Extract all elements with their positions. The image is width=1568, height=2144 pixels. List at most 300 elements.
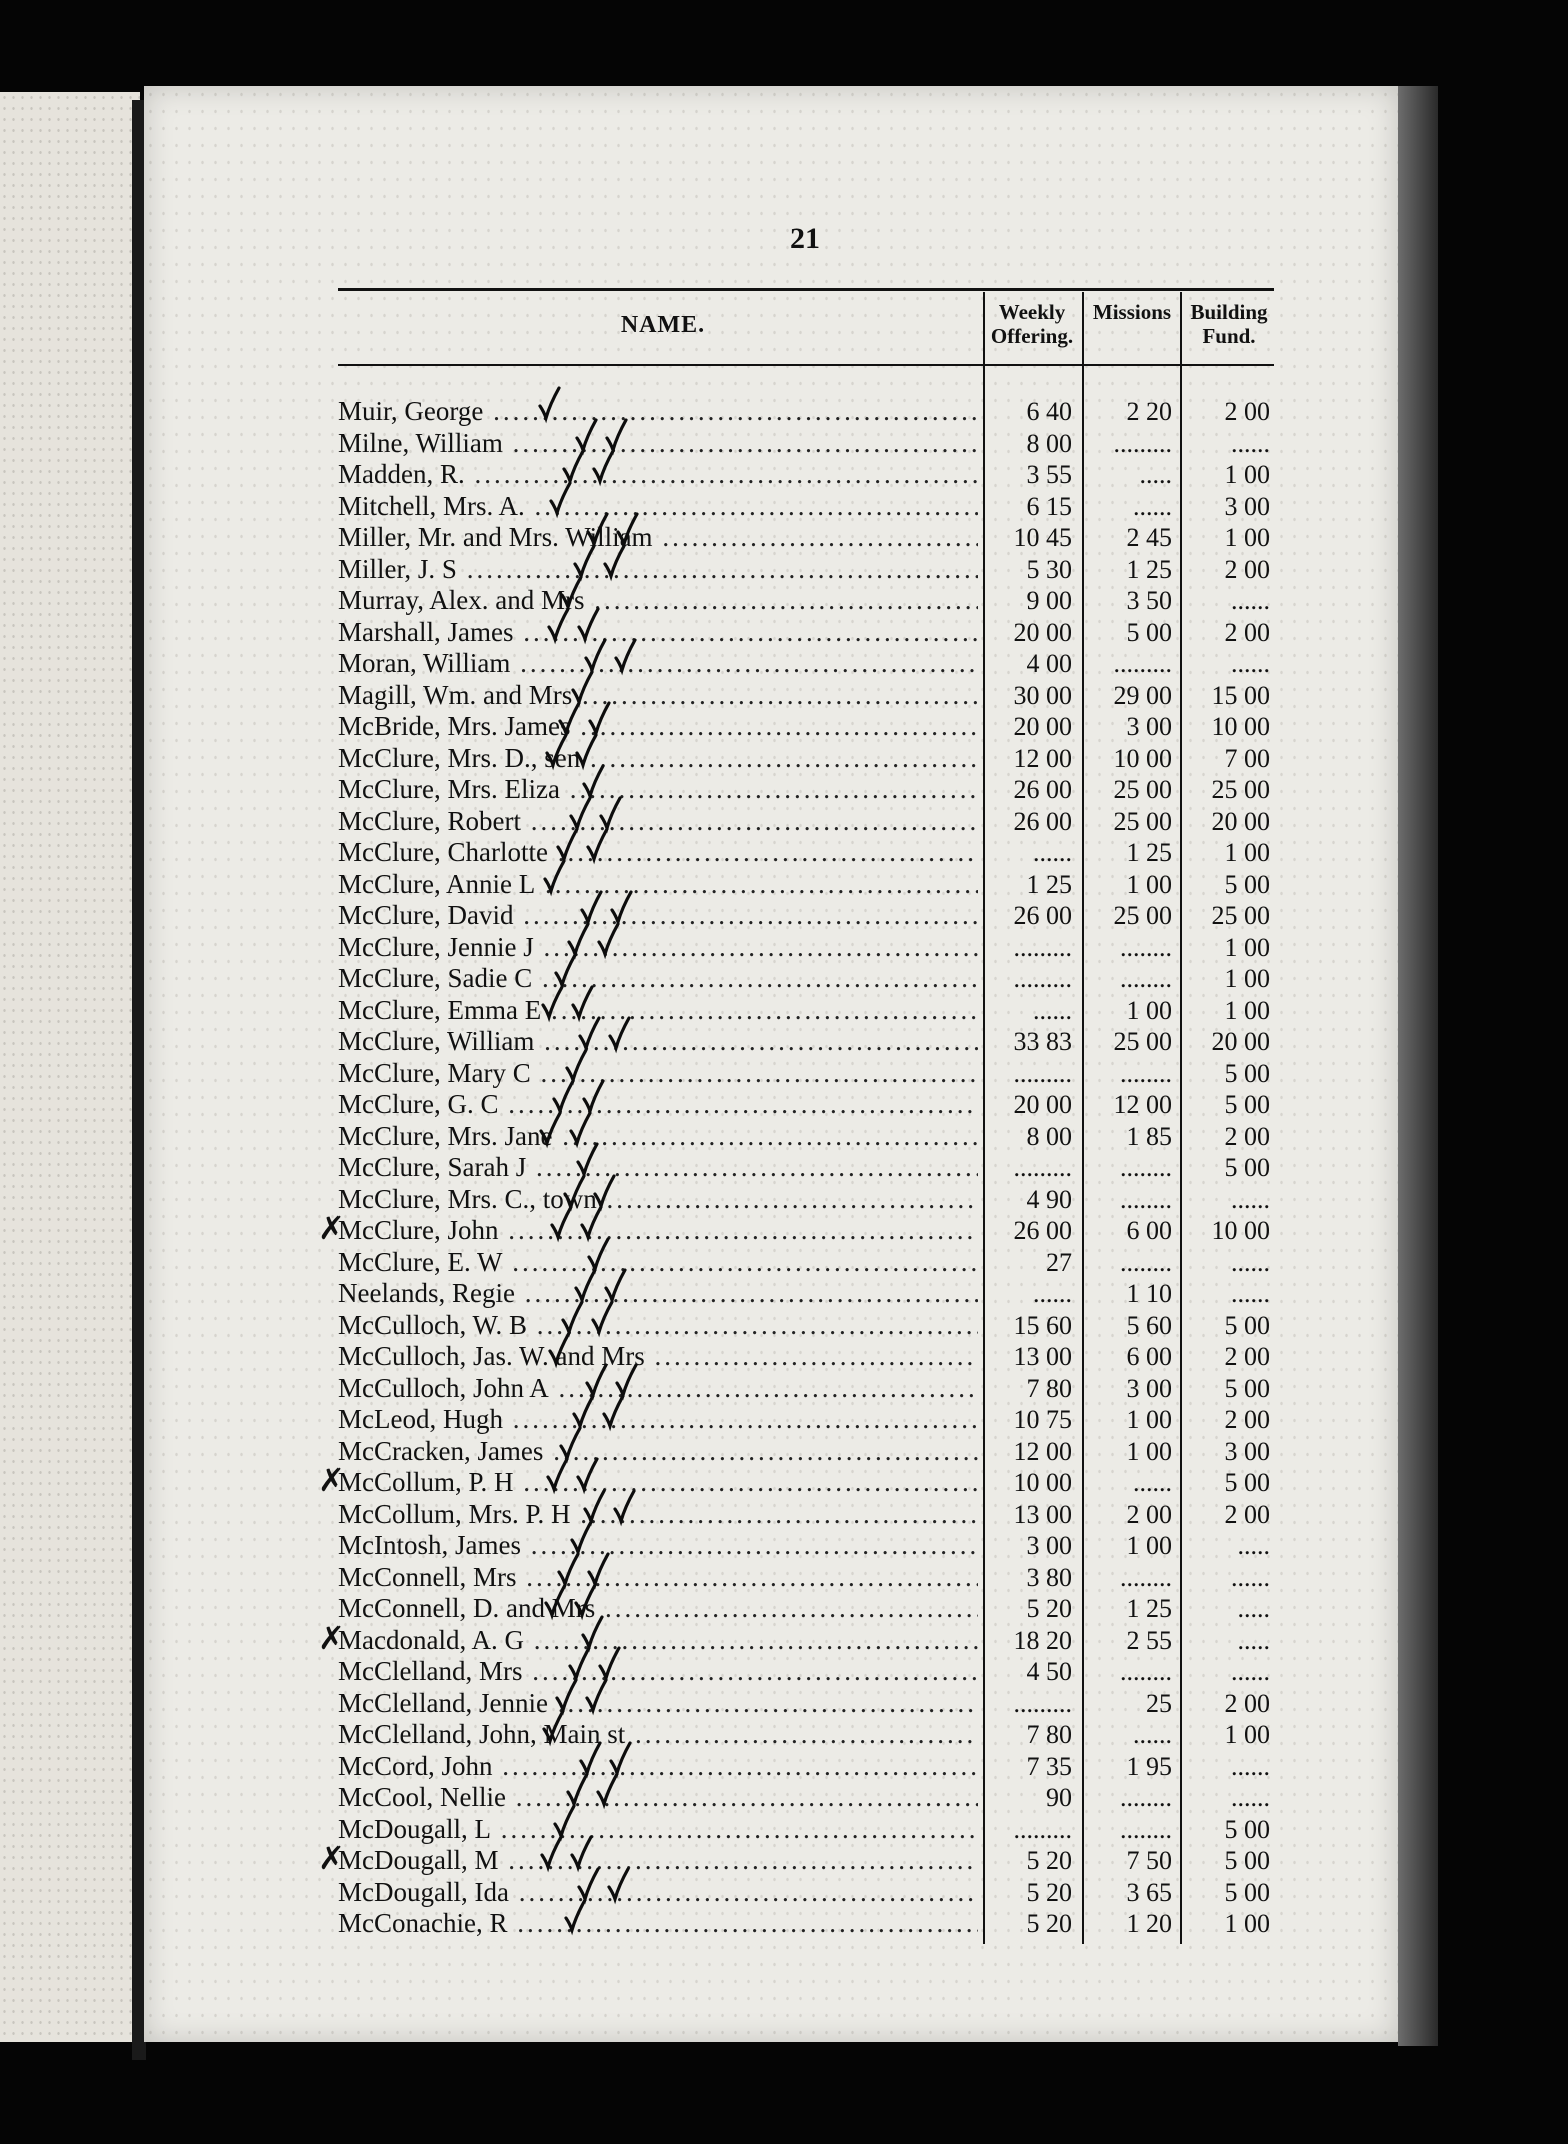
- contributor-name: Marshall, James .....: [338, 617, 978, 648]
- check-mark-icon: [577, 1867, 599, 1901]
- building-fund-cell: 5 00: [1224, 1058, 1270, 1088]
- check-mark-icon: [563, 1174, 585, 1208]
- weekly-offering-cell: .........: [1013, 1688, 1072, 1718]
- check-mark-icon: [578, 1016, 600, 1050]
- x-mark-icon: ✗: [318, 1618, 345, 1657]
- table-row: [338, 459, 1274, 490]
- weekly-offering-cell: 12 00: [1013, 743, 1072, 773]
- check-mark-icon: [546, 1457, 568, 1491]
- check-mark-icon: [571, 670, 593, 704]
- check-mark-icon: [552, 1079, 574, 1113]
- contributor-name: McCollum, Mrs. P. H .....: [338, 1499, 978, 1530]
- check-mark-icon: [605, 418, 627, 452]
- missions-cell: 25 00: [1113, 806, 1172, 836]
- check-mark-icon: [585, 1363, 607, 1397]
- check-mark-icon: [570, 1520, 592, 1554]
- check-mark-icon: [571, 985, 593, 1019]
- building-fund-cell: 25 00: [1211, 901, 1270, 930]
- weekly-offering-cell: 26 00: [1013, 775, 1072, 804]
- check-mark-icon: [587, 1237, 609, 1271]
- building-fund-cell: 1 00: [1224, 523, 1270, 552]
- check-mark-icon: [554, 953, 576, 987]
- table-row: [338, 1247, 1274, 1278]
- missions-cell: 3 00: [1126, 1373, 1172, 1403]
- weekly-offering-cell: 10 75: [1013, 1405, 1072, 1434]
- building-fund-cell: 2 00: [1224, 1688, 1270, 1718]
- missions-cell: 1 25: [1126, 554, 1172, 584]
- missions-cell: 6 00: [1126, 1342, 1172, 1371]
- check-mark-icon: [579, 1741, 601, 1775]
- building-fund-cell: 15 00: [1211, 680, 1270, 710]
- contributor-name: McClure, Mrs. Eliza .....: [338, 774, 978, 805]
- check-mark-icon: [556, 827, 578, 861]
- table-row: [318, 1461, 1274, 1499]
- building-fund-cell: 1 00: [1224, 932, 1270, 962]
- missions-cell: ........: [1120, 1184, 1172, 1214]
- contributor-name: Mitchell, Mrs. A. .....: [338, 491, 978, 522]
- check-mark-icon: [584, 638, 606, 672]
- missions-cell: 6 00: [1126, 1216, 1172, 1245]
- weekly-offering-cell: 26 00: [1013, 806, 1072, 836]
- check-mark-icon: [603, 544, 625, 578]
- check-mark-icon: [616, 512, 638, 546]
- table-row: [338, 1814, 1274, 1845]
- check-mark-icon: [609, 1741, 631, 1775]
- check-mark-icon: [541, 985, 563, 1019]
- table-row: [338, 837, 1274, 868]
- building-fund-cell: 1 00: [1224, 964, 1270, 993]
- building-fund-cell: ......: [1231, 1184, 1270, 1214]
- contributor-name: McIntosh, James .....: [338, 1530, 978, 1561]
- building-fund-cell: ......: [1231, 649, 1270, 678]
- weekly-offering-cell: 4 00: [1026, 649, 1072, 678]
- contributor-name: McClure, G. C .....: [338, 1089, 978, 1120]
- table-row: [338, 806, 1274, 837]
- contributor-name: Macdonald, A. G .....: [338, 1625, 978, 1656]
- table-row: [338, 1499, 1274, 1530]
- contributor-name: McClure, Annie L .....: [338, 869, 978, 900]
- contributor-name: McConnell, Mrs .....: [338, 1562, 978, 1593]
- missions-cell: ........: [1120, 1058, 1172, 1088]
- table-row: [338, 1152, 1274, 1183]
- weekly-offering-cell: .........: [1013, 964, 1072, 993]
- check-mark-icon: [593, 1174, 615, 1208]
- missions-cell: 25 00: [1113, 1027, 1172, 1056]
- weekly-offering-cell: 3 55: [1026, 460, 1072, 489]
- weekly-offering-cell: 8 00: [1026, 1121, 1072, 1151]
- contributor-name: McClure, E. W .....: [338, 1247, 978, 1278]
- missions-cell: 1 20: [1126, 1909, 1172, 1938]
- missions-cell: 12 00: [1113, 1090, 1172, 1119]
- weekly-offering-cell: 20 00: [1013, 617, 1072, 647]
- check-mark-icon: [545, 733, 567, 767]
- building-fund-cell: 2 00: [1224, 554, 1270, 584]
- missions-cell: 2 45: [1126, 523, 1172, 552]
- check-mark-icon: [550, 1205, 572, 1239]
- missions-cell: 1 00: [1126, 1405, 1172, 1434]
- missions-cell: ......: [1133, 1468, 1172, 1497]
- table-row: [338, 396, 1274, 427]
- missions-cell: 5 60: [1126, 1310, 1172, 1340]
- check-mark-icon: [549, 481, 571, 515]
- building-fund-cell: 1 00: [1224, 838, 1270, 867]
- table-row: [338, 680, 1274, 711]
- check-mark-icon: [581, 1615, 603, 1649]
- table-row: [338, 1751, 1274, 1782]
- contributor-name: McClure, Mary C .....: [338, 1058, 978, 1089]
- missions-cell: .....: [1139, 460, 1172, 489]
- weekly-offering-cell: 26 00: [1013, 1216, 1072, 1245]
- contributor-name: Miller, J. S .....: [338, 554, 978, 585]
- weekly-offering-cell: 5 20: [1026, 1846, 1072, 1875]
- contributor-name: McClelland, Mrs .....: [338, 1656, 978, 1687]
- building-fund-cell: 1 00: [1224, 1909, 1270, 1938]
- table-row: [338, 648, 1274, 679]
- table-row: [338, 963, 1274, 994]
- table-row: [338, 995, 1274, 1026]
- x-mark-icon: ✗: [318, 1839, 345, 1877]
- x-mark-icon: ✗: [318, 1461, 345, 1499]
- contributor-name: McConnell, D. and Mrs .....: [338, 1593, 978, 1624]
- missions-cell: ........: [1120, 1153, 1172, 1182]
- check-mark-icon: [585, 1678, 607, 1712]
- weekly-offering-cell: 6 15: [1026, 491, 1072, 521]
- check-mark-icon: [562, 449, 584, 483]
- missions-cell: 3 50: [1126, 586, 1172, 615]
- contributor-name: Muir, George .....: [338, 396, 978, 427]
- missions-cell: ........: [1120, 1783, 1172, 1812]
- missions-cell: 7 50: [1126, 1846, 1172, 1875]
- table-row: [338, 522, 1274, 553]
- missions-cell: 25 00: [1113, 901, 1172, 930]
- check-mark-icon: [599, 796, 621, 830]
- header-name: NAME.: [620, 312, 706, 338]
- contributor-name: Moran, William .....: [338, 648, 978, 679]
- table-row: [338, 711, 1274, 742]
- weekly-offering-cell: 7 80: [1026, 1373, 1072, 1403]
- weekly-offering-cell: .........: [1013, 1153, 1072, 1182]
- missions-cell: 3 65: [1126, 1877, 1172, 1907]
- building-fund-cell: ......: [1231, 1657, 1270, 1686]
- contributor-name: McClure, John .....: [338, 1215, 978, 1246]
- missions-cell: ........: [1120, 1814, 1172, 1844]
- check-mark-icon: [591, 1300, 613, 1334]
- table-row: [338, 1877, 1274, 1908]
- contributor-name: Madden, R. .....: [338, 459, 978, 490]
- table-row: [338, 774, 1274, 805]
- weekly-offering-cell: 9 00: [1026, 586, 1072, 615]
- missions-cell: 3 00: [1126, 712, 1172, 741]
- missions-cell: 1 00: [1126, 869, 1172, 899]
- check-mark-icon: [573, 544, 595, 578]
- table-row: [338, 869, 1274, 900]
- check-mark-icon: [547, 607, 569, 641]
- missions-cell: ......: [1133, 491, 1172, 521]
- building-fund-cell: 3 00: [1224, 491, 1270, 521]
- weekly-offering-cell: 7 35: [1026, 1751, 1072, 1781]
- table-row: [338, 491, 1274, 522]
- contributor-name: McClure, Robert .....: [338, 806, 978, 837]
- building-fund-cell: .....: [1237, 1625, 1270, 1655]
- table-row: [338, 1184, 1274, 1215]
- check-mark-icon: [570, 1835, 592, 1869]
- check-mark-icon: [577, 607, 599, 641]
- weekly-offering-cell: 26 00: [1013, 901, 1072, 930]
- check-mark-icon: [592, 449, 614, 483]
- check-mark-icon: [569, 796, 591, 830]
- table-row: [338, 1719, 1274, 1750]
- building-fund-cell: 2 00: [1224, 1499, 1270, 1529]
- table-row: [338, 428, 1274, 459]
- contributor-name: McBride, Mrs. James .....: [338, 711, 978, 742]
- contributor-name: McClure, Sarah J .....: [338, 1152, 978, 1183]
- contributor-name: McClure, William .....: [338, 1026, 978, 1057]
- missions-cell: 29 00: [1113, 680, 1172, 710]
- building-fund-cell: 5 00: [1224, 869, 1270, 899]
- building-fund-cell: 1 00: [1224, 995, 1270, 1025]
- weekly-offering-cell: 5 20: [1026, 1909, 1072, 1938]
- weekly-offering-cell: 4 90: [1026, 1184, 1072, 1214]
- contributor-name: McClure, Emma E .....: [338, 995, 978, 1026]
- missions-cell: .........: [1113, 649, 1172, 678]
- contributor-name: Miller, Mr. and Mrs. William .....: [338, 522, 978, 553]
- check-mark-icon: [540, 1835, 562, 1869]
- building-fund-cell: ......: [1231, 1783, 1270, 1812]
- building-fund-cell: ......: [1231, 1247, 1270, 1277]
- header-missions: Missions: [1092, 300, 1172, 324]
- missions-cell: 1 85: [1126, 1121, 1172, 1151]
- contributor-name: McClelland, Jennie .....: [338, 1688, 978, 1719]
- weekly-offering-cell: ......: [1033, 838, 1072, 867]
- building-fund-cell: 5 00: [1224, 1090, 1270, 1119]
- contributor-name: McClure, Mrs. Jane .....: [338, 1121, 978, 1152]
- missions-cell: 25 00: [1113, 775, 1172, 804]
- contributor-name: McDougall, M .....: [338, 1845, 978, 1876]
- check-mark-icon: [569, 1111, 591, 1145]
- check-mark-icon: [553, 1804, 575, 1838]
- check-mark-icon: [542, 1709, 564, 1743]
- check-mark-icon: [586, 827, 608, 861]
- weekly-offering-cell: ......: [1033, 995, 1072, 1025]
- building-fund-cell: 5 00: [1224, 1877, 1270, 1907]
- contributor-name: McCulloch, Jas. W. and Mrs .....: [338, 1341, 978, 1372]
- table-row: [338, 585, 1274, 616]
- missions-cell: ........: [1120, 1657, 1172, 1686]
- header-rule: [338, 364, 1274, 366]
- weekly-offering-cell: .........: [1013, 932, 1072, 962]
- missions-cell: 25: [1146, 1688, 1172, 1718]
- building-fund-cell: 2 00: [1224, 397, 1270, 426]
- check-mark-icon: [610, 890, 632, 924]
- weekly-offering-cell: 4 50: [1026, 1657, 1072, 1686]
- check-mark-icon: [561, 1300, 583, 1334]
- check-mark-icon: [567, 922, 589, 956]
- weekly-offering-cell: 13 00: [1013, 1342, 1072, 1371]
- weekly-offering-cell: 5 20: [1026, 1594, 1072, 1623]
- check-mark-icon: [604, 1268, 626, 1302]
- table-row: [338, 1593, 1274, 1624]
- weekly-offering-cell: 90: [1046, 1783, 1072, 1812]
- check-mark-icon: [539, 1111, 561, 1145]
- check-mark-icon: [538, 386, 560, 420]
- building-fund-cell: 2 00: [1224, 1342, 1270, 1371]
- table-row: [338, 1782, 1274, 1813]
- weekly-offering-cell: 7 80: [1026, 1720, 1072, 1749]
- building-fund-cell: 25 00: [1211, 775, 1270, 804]
- weekly-offering-cell: .........: [1013, 1058, 1072, 1088]
- check-mark-icon: [597, 922, 619, 956]
- check-mark-icon: [555, 1678, 577, 1712]
- check-mark-icon: [608, 1016, 630, 1050]
- missions-cell: ........: [1120, 964, 1172, 993]
- building-fund-cell: ......: [1231, 428, 1270, 458]
- check-mark-icon: [575, 418, 597, 452]
- building-fund-cell: 3 00: [1224, 1436, 1270, 1466]
- page-edge-shadow: [1398, 86, 1438, 2046]
- table-row: [338, 1026, 1274, 1057]
- weekly-offering-cell: 20 00: [1013, 712, 1072, 741]
- weekly-offering-cell: 18 20: [1013, 1625, 1072, 1655]
- missions-cell: 1 25: [1126, 1594, 1172, 1623]
- check-mark-icon: [588, 701, 610, 735]
- building-fund-cell: 5 00: [1224, 1153, 1270, 1182]
- building-fund-cell: 10 00: [1211, 712, 1270, 741]
- check-mark-icon: [613, 1489, 635, 1523]
- missions-cell: 1 00: [1126, 1436, 1172, 1466]
- weekly-offering-cell: 20 00: [1013, 1090, 1072, 1119]
- contributor-name: McCulloch, John A .....: [338, 1373, 978, 1404]
- building-fund-cell: 2 00: [1224, 617, 1270, 647]
- contributor-name: McDougall, L .....: [338, 1814, 978, 1845]
- contributor-name: McClure, Charlotte .....: [338, 837, 978, 868]
- contributor-name: McClure, Jennie J .....: [338, 932, 978, 963]
- contributor-name: McCracken, James .....: [338, 1436, 978, 1467]
- table-row: [338, 1656, 1274, 1687]
- table-row: [338, 743, 1274, 774]
- missions-cell: 2 55: [1126, 1625, 1172, 1655]
- check-mark-icon: [586, 512, 608, 546]
- check-mark-icon: [602, 1394, 624, 1428]
- weekly-offering-cell: 8 00: [1026, 428, 1072, 458]
- missions-cell: 10 00: [1113, 743, 1172, 773]
- table-row: [338, 1436, 1274, 1467]
- table-row: [318, 1839, 1274, 1877]
- building-fund-cell: ......: [1231, 586, 1270, 615]
- missions-cell: 2 00: [1126, 1499, 1172, 1529]
- building-fund-cell: 5 00: [1224, 1846, 1270, 1875]
- contributor-name: McClure, David .....: [338, 900, 978, 931]
- weekly-offering-cell: 6 40: [1026, 397, 1072, 426]
- missions-cell: ........: [1120, 1247, 1172, 1277]
- check-mark-icon: [558, 701, 580, 735]
- contributor-name: McCord, John .....: [338, 1751, 978, 1782]
- check-mark-icon: [574, 1583, 596, 1617]
- table-row: [318, 1209, 1274, 1247]
- check-mark-icon: [560, 575, 582, 609]
- building-fund-cell: 2 00: [1224, 1405, 1270, 1434]
- check-mark-icon: [565, 1048, 587, 1082]
- building-fund-cell: 10 00: [1211, 1216, 1270, 1245]
- building-fund-cell: 5 00: [1224, 1373, 1270, 1403]
- missions-cell: ......: [1133, 1720, 1172, 1749]
- weekly-offering-cell: 5 20: [1026, 1877, 1072, 1907]
- weekly-offering-cell: 10 00: [1013, 1468, 1072, 1497]
- check-mark-icon: [596, 1772, 618, 1806]
- missions-cell: ........: [1120, 1562, 1172, 1592]
- table-row: [338, 1058, 1274, 1089]
- contributor-name: McClelland, John, Main st .....: [338, 1719, 978, 1750]
- weekly-offering-cell: 30 00: [1013, 680, 1072, 710]
- building-fund-cell: 20 00: [1211, 806, 1270, 836]
- missions-cell: ........: [1120, 932, 1172, 962]
- weekly-offering-cell: 3 00: [1026, 1531, 1072, 1560]
- weekly-offering-cell: 10 45: [1013, 523, 1072, 552]
- weekly-offering-cell: 5 30: [1026, 554, 1072, 584]
- check-mark-icon: [543, 859, 565, 893]
- building-fund-cell: 20 00: [1211, 1027, 1270, 1056]
- check-mark-icon: [576, 1457, 598, 1491]
- missions-cell: 5 00: [1126, 617, 1172, 647]
- contributor-name: McClure, Mrs. C., town .....: [338, 1184, 978, 1215]
- building-fund-cell: 7 00: [1224, 743, 1270, 773]
- weekly-offering-cell: .........: [1013, 1814, 1072, 1844]
- missions-cell: 1 00: [1126, 995, 1172, 1025]
- check-mark-icon: [574, 1268, 596, 1302]
- building-fund-cell: ......: [1231, 1279, 1270, 1308]
- check-mark-icon: [559, 1426, 581, 1460]
- table-row: [338, 900, 1274, 931]
- table-row: [338, 1562, 1274, 1593]
- contributor-name: McCool, Nellie .....: [338, 1782, 978, 1813]
- building-fund-cell: ......: [1231, 1562, 1270, 1592]
- missions-cell: 1 95: [1126, 1751, 1172, 1781]
- contributor-name: Murray, Alex. and Mrs .....: [338, 585, 978, 616]
- table-row: [338, 1530, 1274, 1561]
- weekly-offering-cell: 15 60: [1013, 1310, 1072, 1340]
- contributor-name: Neelands, Regie .....: [338, 1278, 978, 1309]
- check-mark-icon: [598, 1646, 620, 1680]
- table-row: [338, 1908, 1274, 1939]
- page-number: 21: [790, 222, 820, 255]
- header-building-fund: Building Fund.: [1190, 300, 1268, 348]
- table-row: [338, 1341, 1274, 1372]
- check-mark-icon: [557, 1552, 579, 1586]
- check-mark-icon: [564, 1898, 586, 1932]
- check-mark-icon: [572, 1394, 594, 1428]
- table-row: [318, 1618, 1274, 1657]
- contributor-name: McCollum, P. H .....: [338, 1467, 978, 1498]
- check-mark-icon: [544, 1583, 566, 1617]
- check-mark-icon: [582, 1079, 604, 1113]
- contributor-name: McConachie, R .....: [338, 1908, 978, 1939]
- facing-page-edge: [0, 92, 140, 2042]
- building-fund-cell: 5 00: [1224, 1468, 1270, 1497]
- table-row: [338, 1278, 1274, 1309]
- building-fund-cell: 5 00: [1224, 1310, 1270, 1340]
- contributor-name: McClure, Mrs. D., sen .....: [338, 743, 978, 774]
- contributor-name: McClure, Sadie C .....: [338, 963, 978, 994]
- weekly-offering-cell: 27: [1046, 1247, 1072, 1277]
- check-mark-icon: [580, 1205, 602, 1239]
- contributor-name: McLeod, Hugh .....: [338, 1404, 978, 1435]
- check-mark-icon: [568, 1646, 590, 1680]
- missions-cell: 1 25: [1126, 838, 1172, 867]
- table-row: [338, 1373, 1274, 1404]
- check-mark-icon: [583, 1489, 605, 1523]
- weekly-offering-cell: 3 80: [1026, 1562, 1072, 1592]
- building-fund-cell: 2 00: [1224, 1121, 1270, 1151]
- weekly-offering-cell: 1 25: [1026, 869, 1072, 899]
